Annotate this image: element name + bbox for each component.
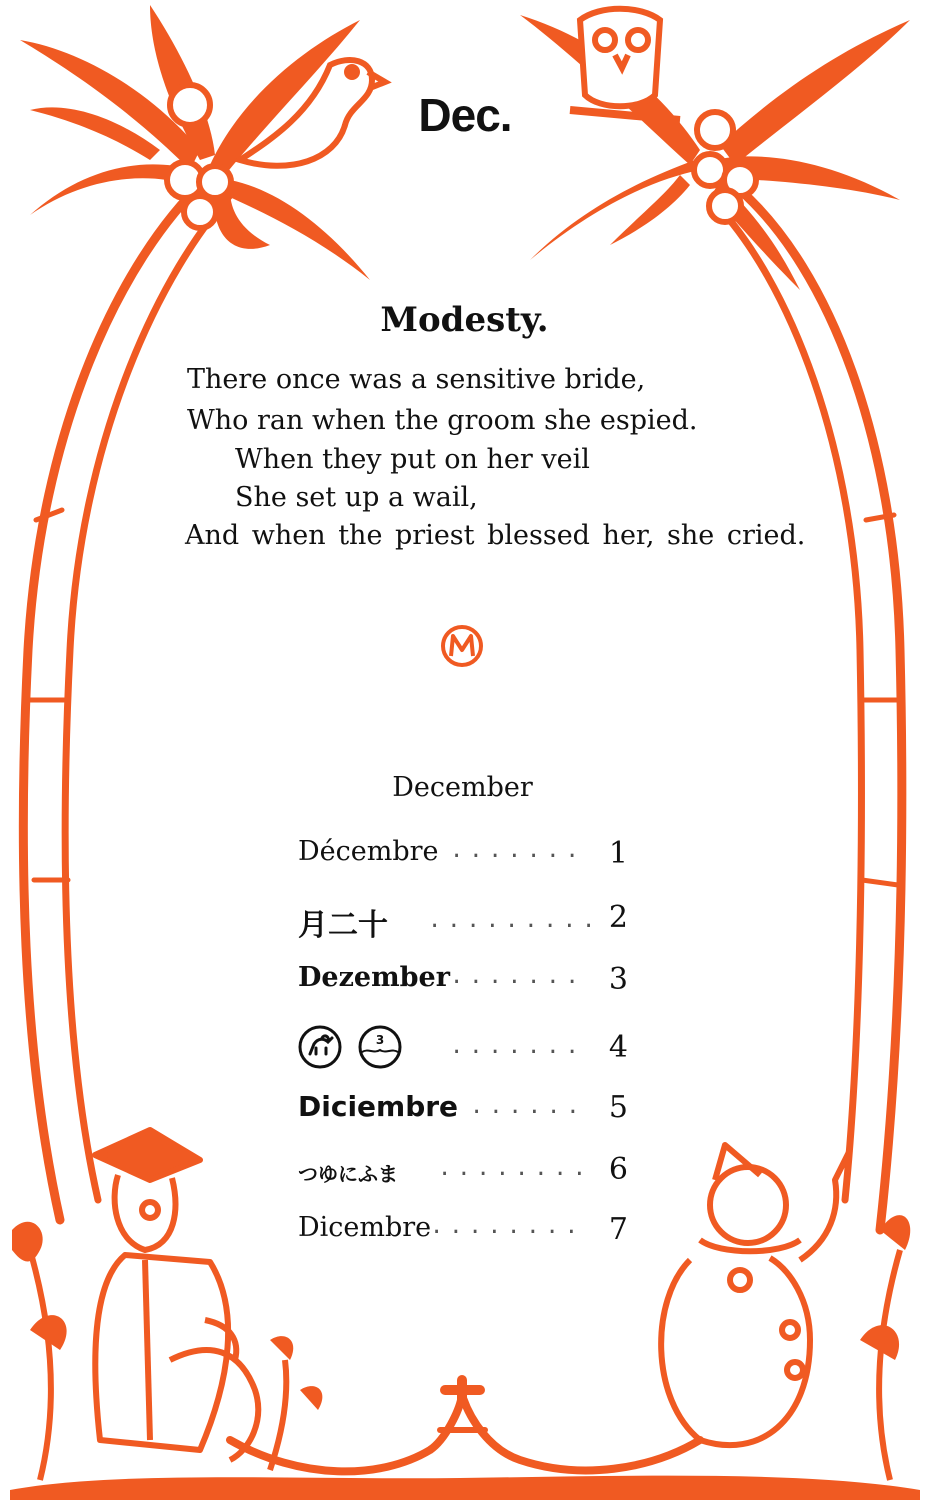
poem-line-1: There once was a sensitive bride, bbox=[187, 364, 646, 395]
right-tree-trunk bbox=[712, 190, 902, 1230]
calendar-row-number: 5 bbox=[608, 1090, 628, 1125]
poem-line-2: Who ran when the groom she espied. bbox=[187, 405, 698, 436]
calendar-row-label: つゆにふま bbox=[298, 1162, 398, 1186]
ram-and-sun-icons bbox=[298, 1024, 408, 1070]
calendar-row bbox=[298, 1212, 636, 1256]
calendar-row-label: 月二十 bbox=[298, 908, 388, 943]
calendar-row bbox=[298, 1030, 636, 1074]
calendar-row bbox=[298, 836, 636, 880]
dot-leader: ....... bbox=[450, 838, 585, 863]
dot-leader: ........ bbox=[430, 1214, 584, 1239]
calendar-row-label: Diciembre bbox=[298, 1090, 459, 1123]
svg-text:3: 3 bbox=[375, 1033, 385, 1047]
month-title: Dec. bbox=[418, 89, 512, 141]
calendar-row bbox=[298, 1090, 636, 1134]
dot-leader: ....... bbox=[450, 964, 585, 989]
garden-hose-illustration bbox=[230, 1380, 700, 1471]
poem-title: Modesty. bbox=[380, 300, 549, 340]
dot-leader: ........ bbox=[438, 1156, 592, 1181]
poem-line-5: And when the priest blessed her, she cried. bbox=[185, 520, 806, 551]
calendar-row-number: 6 bbox=[608, 1152, 628, 1187]
calendar-row-number: 2 bbox=[608, 900, 628, 935]
clown-figure-illustration bbox=[661, 1145, 850, 1445]
calendar-row-label: Décembre bbox=[298, 836, 439, 867]
calendar-heading: December bbox=[392, 772, 533, 803]
calendar-row-number: 1 bbox=[608, 836, 628, 871]
ram-icon bbox=[300, 1027, 340, 1067]
m-emblem-logo bbox=[440, 624, 484, 668]
graduate-figure-illustration bbox=[95, 1130, 258, 1460]
calendar-row-number: 7 bbox=[608, 1212, 628, 1247]
calendar-row-label: Dezember bbox=[298, 962, 450, 993]
calendar-row-label: Dicembre bbox=[298, 1212, 432, 1243]
calendar-row-number: 4 bbox=[608, 1030, 628, 1065]
poem-line-3: When they put on her veil bbox=[235, 444, 590, 475]
calendar-row bbox=[298, 1152, 636, 1196]
dot-leader: ...... bbox=[470, 1094, 586, 1119]
calendar-row bbox=[298, 900, 636, 944]
calendar-row bbox=[298, 962, 636, 1006]
poem-line-4: She set up a wail, bbox=[235, 482, 478, 513]
sun-icon bbox=[360, 1027, 400, 1067]
owl-illustration bbox=[570, 9, 680, 120]
calendar-row-number: 3 bbox=[608, 962, 628, 997]
dot-leader: ......... bbox=[428, 908, 602, 933]
dot-leader: ....... bbox=[450, 1034, 585, 1059]
